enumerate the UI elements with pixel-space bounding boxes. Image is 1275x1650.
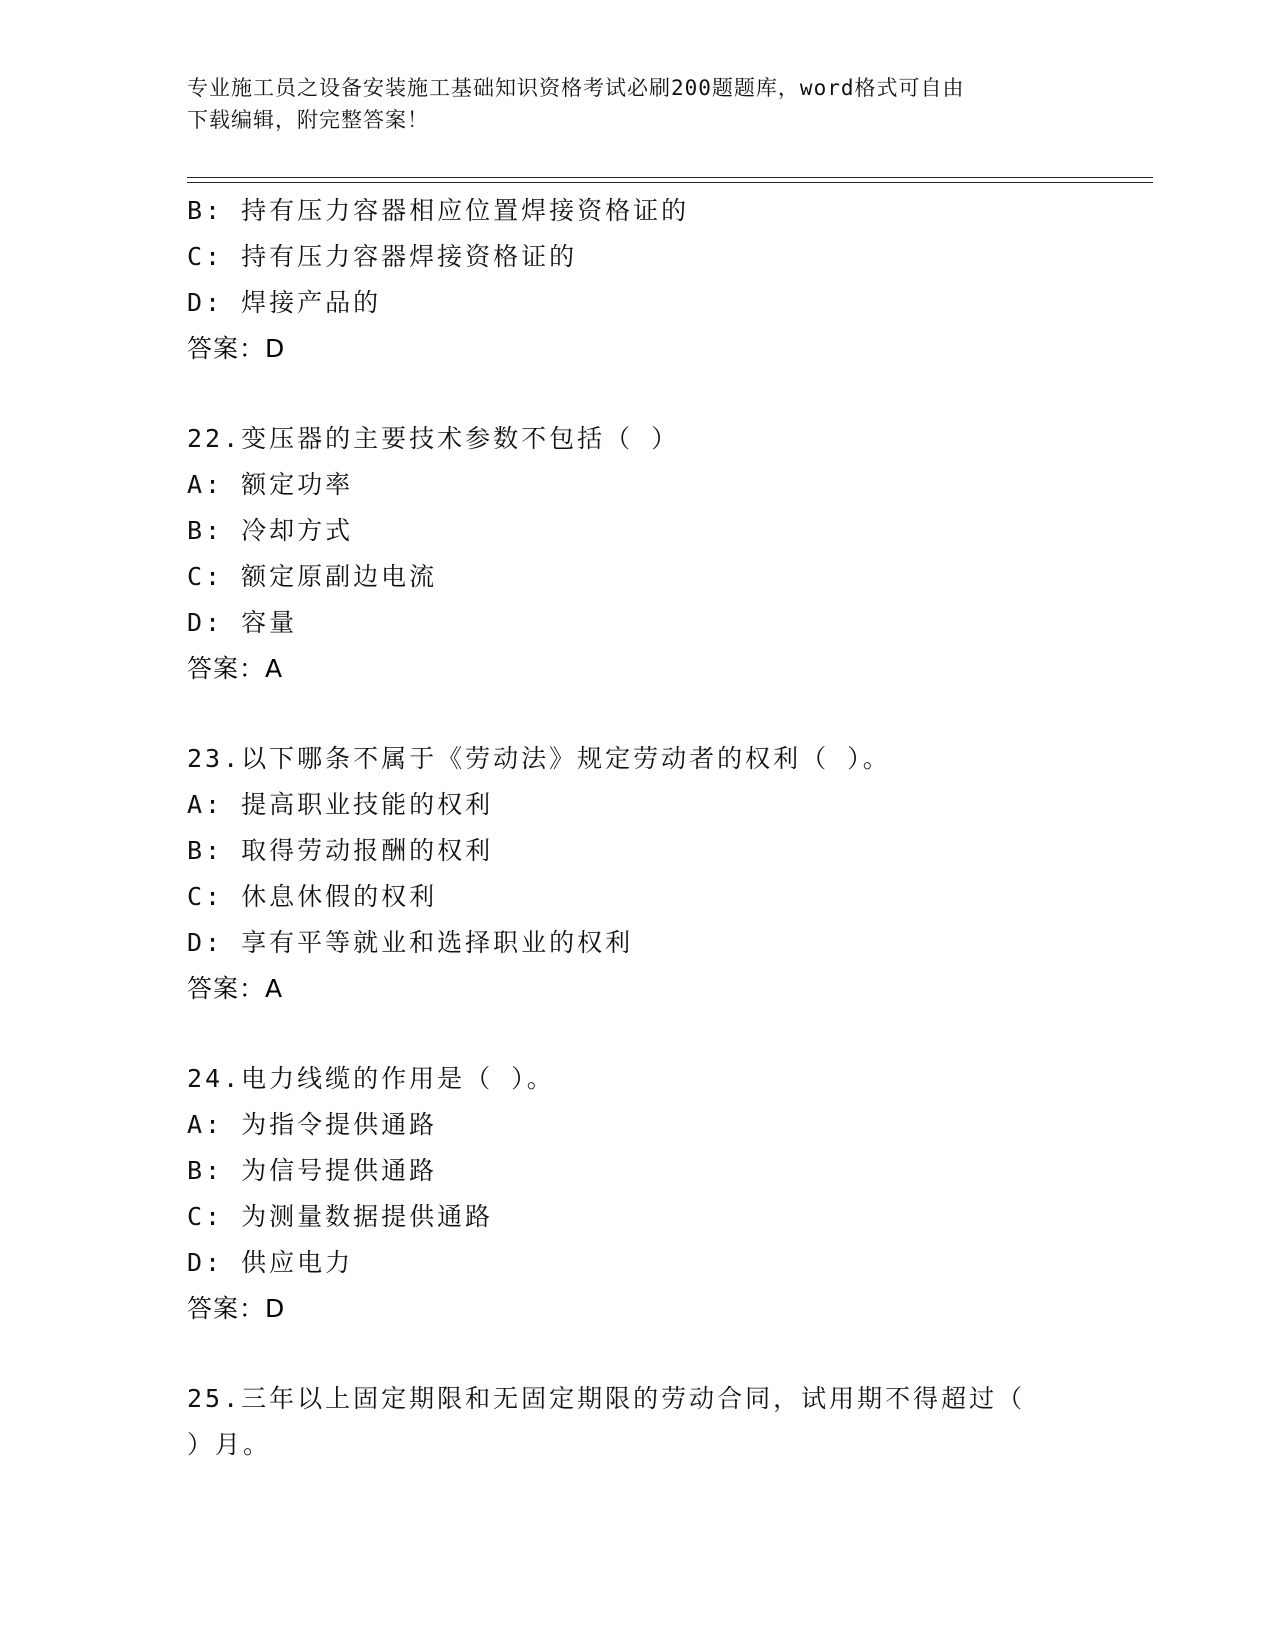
document-header (187, 72, 1087, 136)
option-d: D: 容量 (187, 608, 298, 637)
spacer (187, 1012, 1147, 1056)
question-stem: 23.以下哪条不属于《劳动法》规定劳动者的权利（ ）。 (187, 744, 891, 773)
answer: 答案：A (187, 654, 284, 683)
answer: 答案：D (187, 334, 286, 363)
option-b: B: 取得劳动报酬的权利 (187, 836, 494, 865)
question-list (187, 188, 1147, 1468)
answer: 答案：D (187, 1294, 286, 1323)
question-24 (187, 1056, 1147, 1332)
question-stem: 22.变压器的主要技术参数不包括（ ） (187, 424, 680, 453)
option-b: B: 为信号提供通路 (187, 1156, 438, 1185)
option-c: C: 为测量数据提供通路 (187, 1202, 494, 1231)
header-rule-bottom (187, 182, 1153, 183)
option-c: C: 休息休假的权利 (187, 882, 438, 911)
spacer (187, 372, 1147, 416)
header-title-line-2: 下载编辑，附完整答案！ (187, 108, 429, 132)
header-title-line-1: 专业施工员之设备安装施工基础知识资格考试必刷200题题库，word格式可自由 (187, 76, 965, 100)
question-stem: 24.电力线缆的作用是（ ）。 (187, 1064, 555, 1093)
header-rule-top (187, 177, 1153, 178)
option-a: A: 为指令提供通路 (187, 1110, 438, 1139)
option-d: D: 享有平等就业和选择职业的权利 (187, 928, 634, 957)
option-a: A: 额定功率 (187, 470, 354, 499)
spacer (187, 692, 1147, 736)
answer: 答案：A (187, 974, 284, 1003)
option-d: D: 焊接产品的 (187, 288, 382, 317)
option-c: C: 额定原副边电流 (187, 562, 438, 591)
option-d: D: 供应电力 (187, 1248, 354, 1277)
question-25 (187, 1376, 1147, 1468)
option-b: B: 冷却方式 (187, 516, 354, 545)
question-21 (187, 188, 1147, 372)
option-c: C: 持有压力容器焊接资格证的 (187, 242, 578, 271)
question-22 (187, 416, 1147, 692)
question-23 (187, 736, 1147, 1012)
option-a: A: 提高职业技能的权利 (187, 790, 494, 819)
question-stem: 25.三年以上固定期限和无固定期限的劳动合同，试用期不得超过（ ）月。 (187, 1384, 1026, 1459)
option-b: B: 持有压力容器相应位置焊接资格证的 (187, 196, 690, 225)
spacer (187, 1332, 1147, 1376)
